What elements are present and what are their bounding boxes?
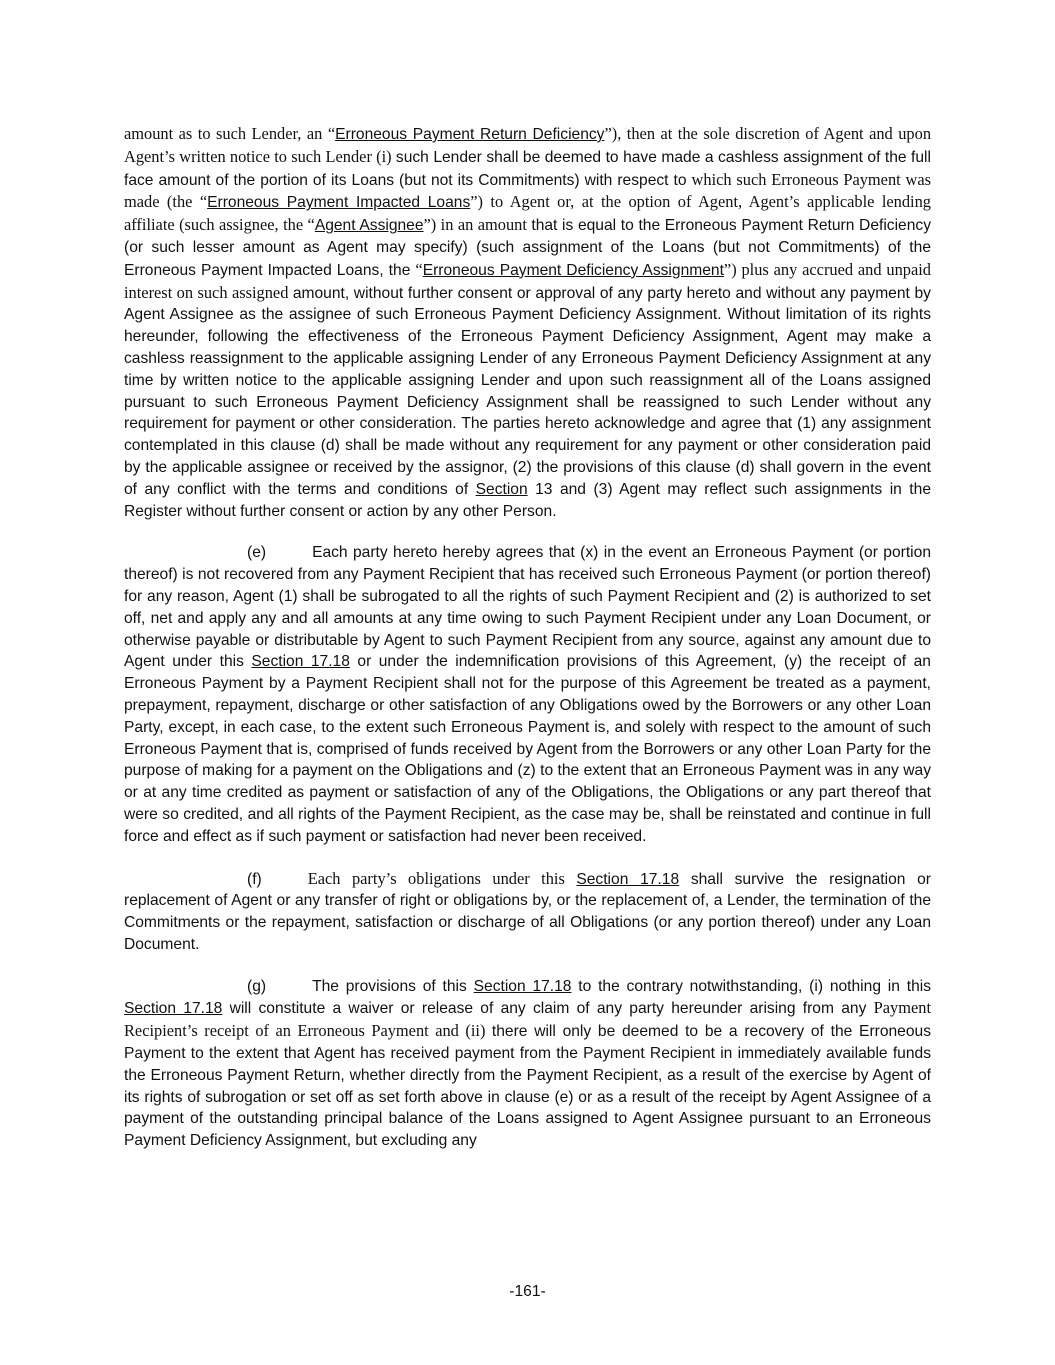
document-page [124, 123, 931, 1152]
text-run: ”) in an amount [423, 215, 532, 235]
paragraph-g [124, 976, 931, 1152]
paragraph-f [124, 868, 931, 956]
text-run: which such Erroneous Payment was made (the “ [124, 169, 931, 212]
defined-term-underlined: Section 17.18 [124, 1000, 223, 1018]
text-run: “ [415, 259, 423, 279]
defined-term-underlined: Erroneous Payment Impacted Loans [207, 194, 471, 212]
defined-term-underlined: Section [475, 480, 528, 498]
text-run: ”) plus any accrued and unpaid interest on such assigned [124, 259, 931, 302]
text-run: amount as to such Lender, an “ [124, 124, 336, 143]
text-run: ”) to Agent or, at the option of Agent, Agent’s applicable lending affiliate (such assignee, the “ [124, 192, 931, 235]
clause-marker-g: (g) [247, 977, 267, 995]
defined-term-underlined: Agent Assignee [314, 217, 424, 235]
defined-term-underlined: Section 17.18 [251, 653, 350, 671]
text-run: shall survive the resignation or replacement of Agent or any transfer of right or obligations by, or the replacement of, a Lender, the termination of the Commitments or the repayment, satisfaction or discharge of all Obligations (or any portion thereof) under any Loan Document. [124, 870, 932, 953]
paragraph-e-text [124, 544, 931, 844]
text-run: that is equal to the Erroneous Payment Return Deficiency (or such lesser amount as Agent may specify) (such assignment of the Loans (but not Commitments) of the Erroneous Payment Impacted Loans, the [124, 217, 931, 279]
text-run: will constitute a waiver or release of any claim of any party hereunder arising from any [222, 1000, 874, 1018]
text-run: Payment Recipient’s receipt of an Erroneous Payment and (ii) [124, 998, 931, 1041]
text-run: there will only be deemed to be a recovery of the Erroneous Payment to the extent that Agent has received payment from the Payment Recipient in immediately available funds the Erroneous Payment Return, whether directly from the Payment Recipient, as a result of the exercise by Agent of its rights of subrogation or set off as set forth above in clause (e) or as a result of the receipt by Agent Assignee of a payment of the outstanding principal balance of the Loans assigned to Agent Assignee pursuant to an Erroneous Payment Deficiency Assignment, but excluding any [124, 1023, 931, 1150]
text-run: such Lender shall be deemed to have made a cashless assignment of the full face amount of the portion of its Loans (but not its Commitments) with respect to [124, 148, 931, 189]
text-run: Each party hereto hereby agrees that (x) in the event an Erroneous Payment (or portion thereof) is not recovered from any Payment Recipient that has received such Erroneous Payment (or portion thereof) for any reason, Agent (1) shall be subrogated to all the rights of such Payment Recipient and (2) is authorized to set off, net and apply any and all amounts at any time owing to such Payment Recipient under any Loan Document, or otherwise payable or distributable by Agent to such Payment Recipient from any source, against any amount due to Agent under this [124, 544, 931, 671]
paragraph-f-text [124, 868, 932, 953]
text-run: to the contrary notwithstanding, (i) nothing in this [571, 977, 931, 995]
text-run: The provisions of this [312, 977, 474, 995]
defined-term-underlined: Section 17.18 [473, 977, 572, 995]
paragraph-g-text [124, 978, 931, 1150]
text-run: Each party’s obligations under this [307, 868, 577, 888]
clause-marker-e: (e) [247, 544, 267, 562]
text-run: 13 and (3) Agent may reflect such assignments in the Register without further consent or action by any other Person. [124, 480, 931, 520]
page-number: -161- [509, 1283, 546, 1300]
paragraph-d-continuation [124, 123, 931, 522]
clause-marker-f: (f) [247, 870, 262, 888]
text-run: ”), then at the sole discretion of Agent and upon Agent’s written notice to such Lender (i) [124, 124, 932, 166]
defined-term-underlined: Section 17.18 [576, 870, 680, 888]
text-run: amount, without further consent or approval of any party hereto and without any payment by Agent Assignee as the assignee of such Erroneous Payment Deficiency Assignment. Without limitation of its rights hereunder, following the effectiveness of the Erroneous Payment Deficiency Assignment, Agent may make a cashless reassignment to the applicable assigning Lender of any Erroneous Payment Deficiency Assignment at any time by written notice to the applicable assigning Lender and upon such reassignment all of the Loans assigned pursuant to such Erroneous Payment Deficiency Assignment shall be reassigned to such Lender without any requirement for payment or other consideration. The parties hereto acknowledge and agree that (1) any assignment contemplated in this clause (d) shall be made without any requirement for any payment or other consideration paid by the applicable assignee or received by the assignor, (2) the provisions of this clause (d) shall govern in the event of any conflict with the terms and conditions of [124, 284, 931, 498]
paragraph-e [124, 542, 931, 847]
defined-term-underlined: Erroneous Payment Return Deficiency [335, 126, 605, 143]
defined-term-underlined: Erroneous Payment Deficiency Assignment [422, 261, 724, 279]
text-run: or under the indemnification provisions of this Agreement, (y) the receipt of an Erroneous Payment by a Payment Recipient shall not for the purpose of this Agreement be treated as a payment, prepayment, repayment, discharge or other satisfaction of any Obligations owed by the Borrowers or any other Loan Party, except, in each case, to the extent such Erroneous Payment is, and solely with respect to the amount of such Erroneous Payment that is, comprised of funds received by Agent from the Borrowers or any other Loan Party for the purpose of making for a payment on the Obligations and (z) to the extent that an Erroneous Payment was in any way or at any time credited as payment or satisfaction of any of the Obligations, the Obligations or any part thereof that were so credited, and all rights of the Payment Recipient, as the case may be, shall be reinstated and continue in full force and effect as if such payment or satisfaction had never been received. [124, 653, 931, 845]
